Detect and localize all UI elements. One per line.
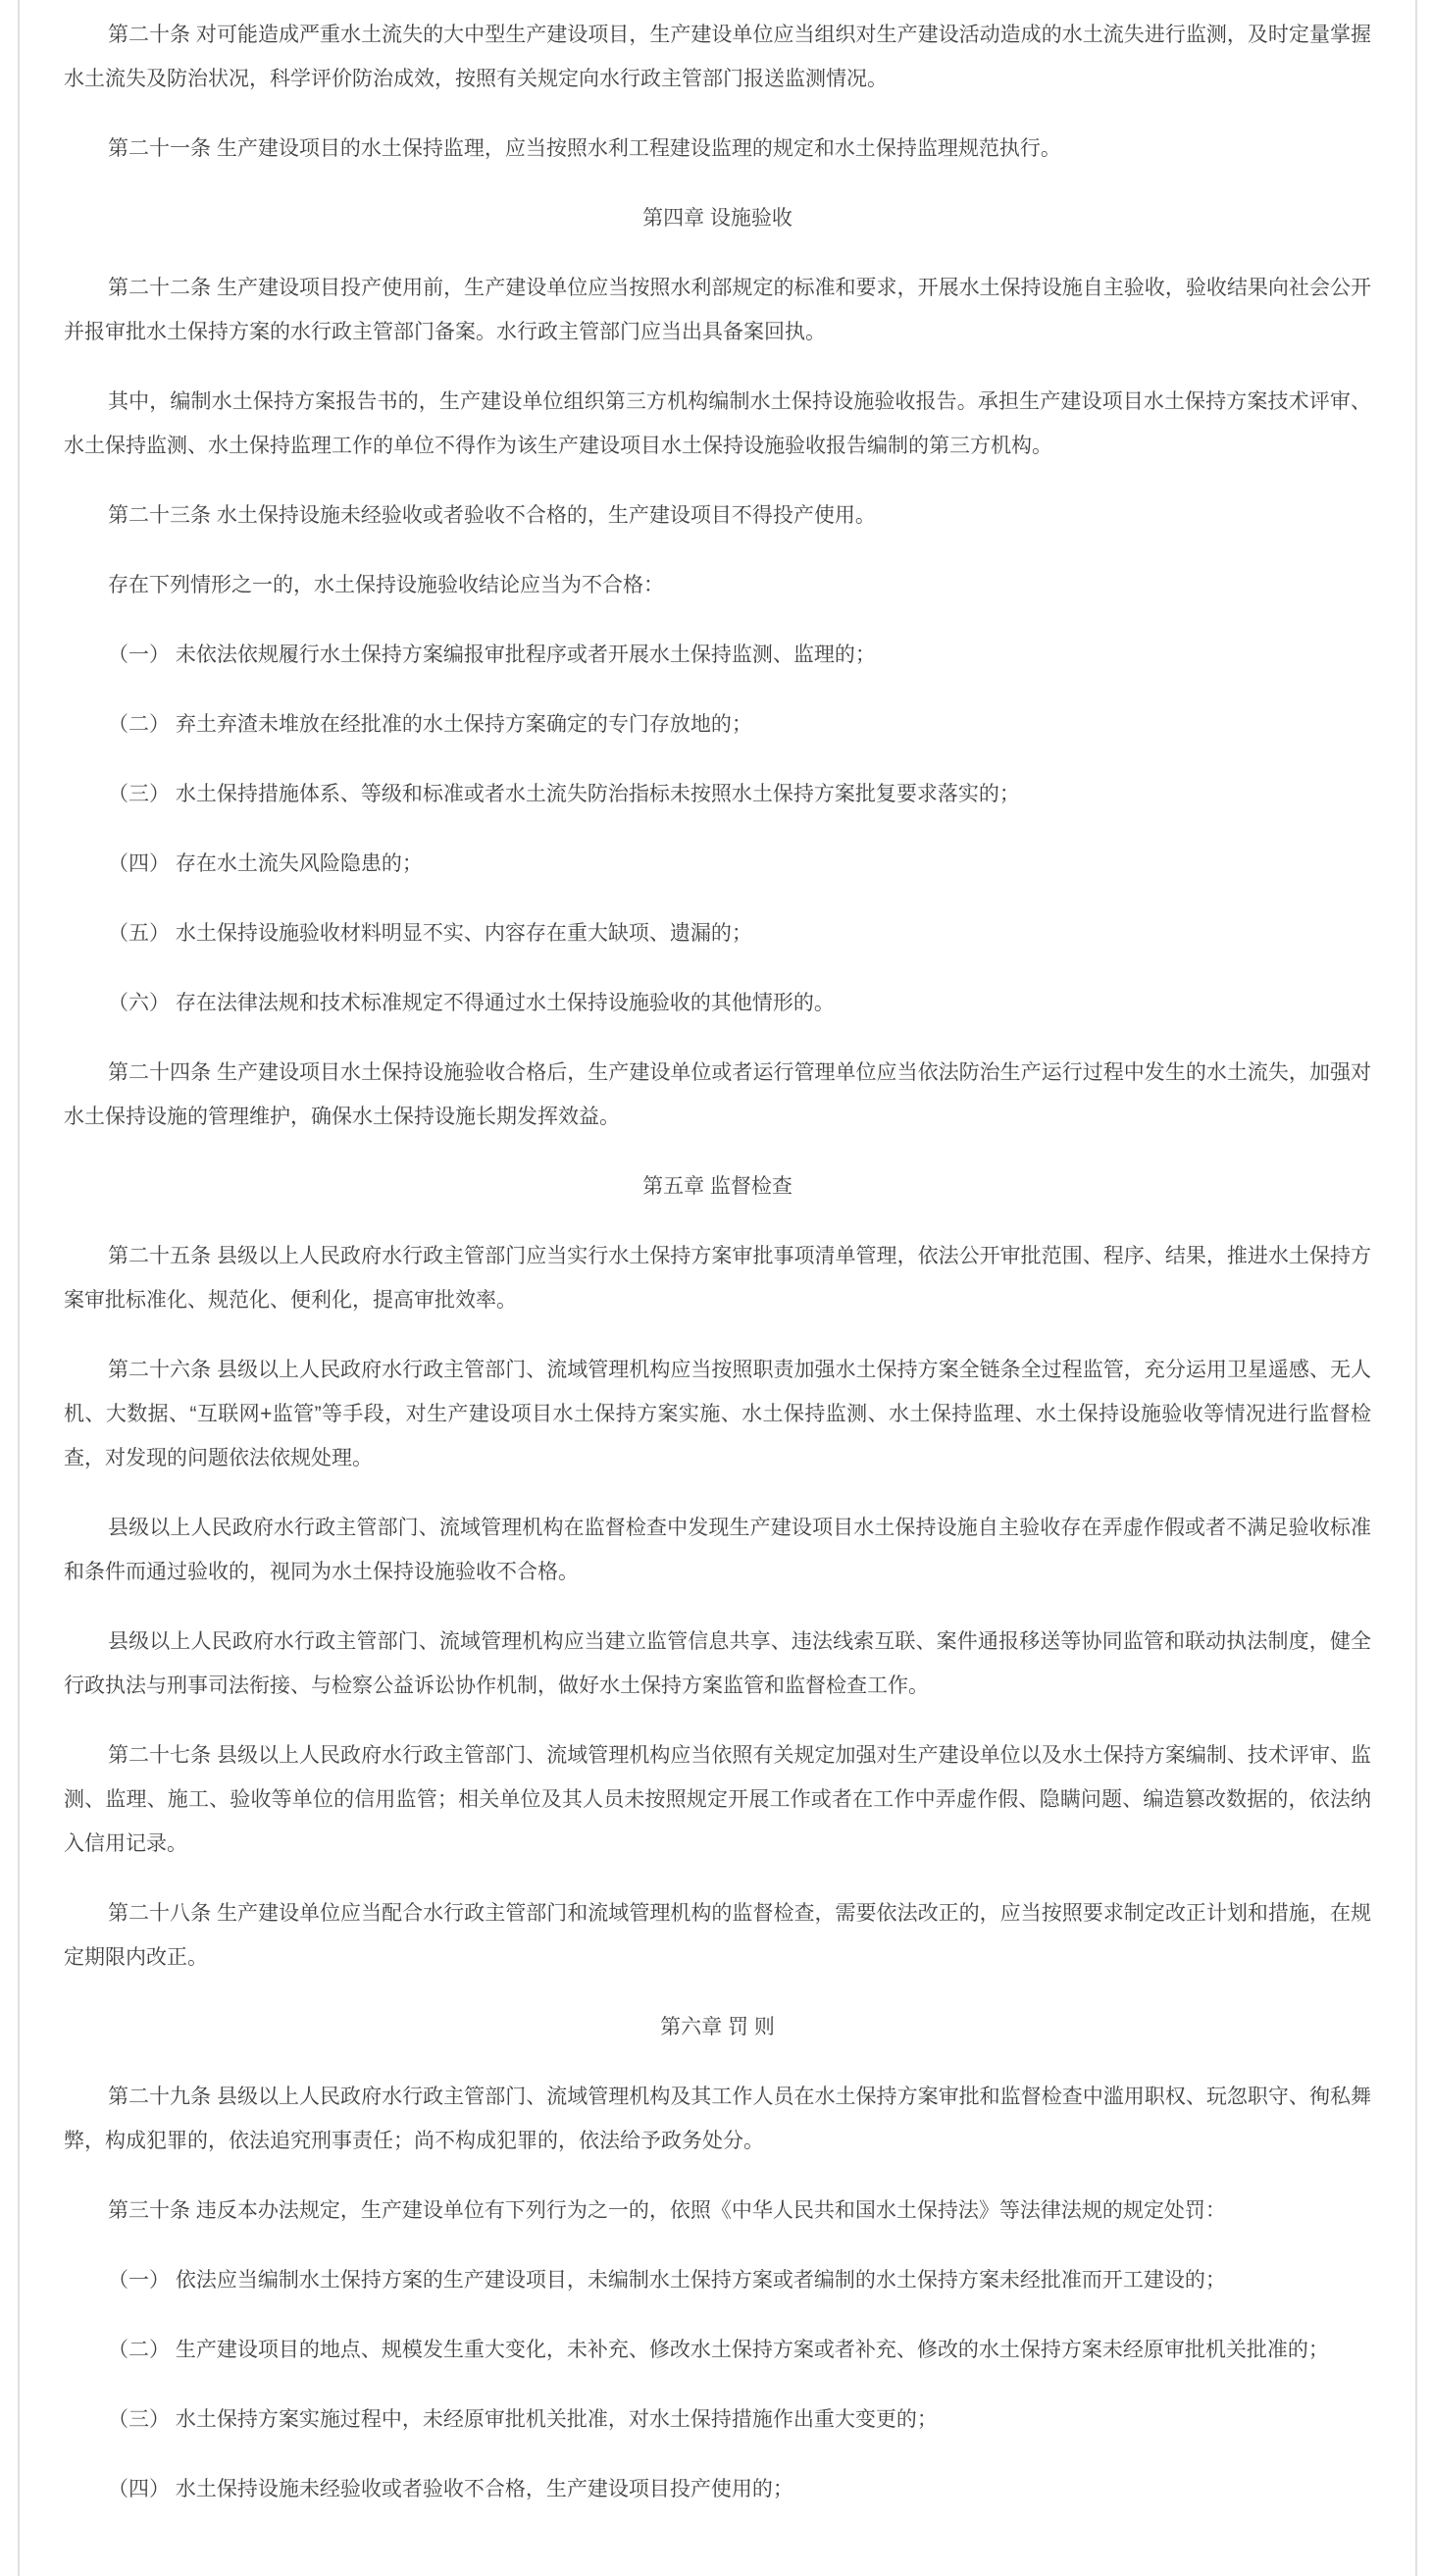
article-paragraph: （六） 存在法律法规和技术标准规定不得通过水土保持设施验收的其他情形的。 — [108, 992, 835, 1014]
article-paragraph: 第二十四条 生产建设项目水土保持设施验收合格后，生产建设单位或者运行管理单位应当依法防治生产运行过程中发生的水土流失，加强对水土保持设施的管理维护，确保水土保持设施长期发挥效益。 — [64, 1061, 1371, 1128]
article-paragraph: 第三十条 违反本办法规定，生产建设单位有下列行为之一的，依照《中华人民共和国水土保持法》等法律法规的规定处罚： — [108, 2199, 1226, 2222]
article-paragraph: 第二十一条 生产建设项目的水土保持监理，应当按照水利工程建设监理的规定和水土保持监理规范执行。 — [108, 137, 1061, 160]
article-paragraph: （五） 水土保持设施验收材料明显不实、内容存在重大缺项、遗漏的； — [108, 922, 752, 945]
article-paragraph: 第二十三条 水土保持设施未经验收或者验收不合格的，生产建设项目不得投产使用。 — [108, 504, 876, 527]
article-paragraph: （二） 弃土弃渣未堆放在经批准的水土保持方案确定的专门存放地的； — [108, 713, 752, 736]
article-paragraph: 其中，编制水土保持方案报告书的，生产建设单位组织第三方机构编制水土保持设施验收报告。承担生产建设项目水土保持方案技术评审、水土保持监测、水土保持监理工作的单位不得作为该生产建设项目水土保持设施验收报告编制的第三方机构。 — [64, 390, 1371, 457]
article-body — [64, 13, 1371, 2511]
chapter-heading: 第六章 罚 则 — [660, 2016, 775, 2038]
article-paragraph: 存在下列情形之一的，水土保持设施验收结论应当为不合格： — [108, 574, 664, 596]
article-paragraph: （一） 未依法依规履行水土保持方案编报审批程序或者开展水土保持监测、监理的； — [108, 644, 876, 666]
article-paragraph: 第二十八条 生产建设单位应当配合水行政主管部门和流域管理机构的监督检查，需要依法改正的，应当按照要求制定改正计划和措施，在规定期限内改正。 — [64, 1902, 1371, 1969]
article-paragraph: 县级以上人民政府水行政主管部门、流域管理机构在监督检查中发现生产建设项目水土保持设施自主验收存在弄虚作假或者不满足验收标准和条件而通过验收的，视同为水土保持设施验收不合格。 — [64, 1517, 1371, 1583]
article-paragraph: （一） 依法应当编制水土保持方案的生产建设项目，未编制水土保持方案或者编制的水土保持方案未经批准而开工建设的； — [108, 2269, 1226, 2292]
article-paragraph: 县级以上人民政府水行政主管部门、流域管理机构应当建立监管信息共享、违法线索互联、案件通报移送等协同监管和联动执法制度，健全行政执法与刑事司法衔接、与检察公益诉讼协作机制，做好水土保持方案监管和监督检查工作。 — [64, 1630, 1371, 1697]
article-paragraph: 第二十九条 县级以上人民政府水行政主管部门、流域管理机构及其工作人员在水土保持方案审批和监督检查中滥用职权、玩忽职守、徇私舞弊，构成犯罪的，依法追究刑事责任；尚不构成犯罪的，依法给予政务处分。 — [64, 2086, 1371, 2152]
article-paragraph: （三） 水土保持方案实施过程中，未经原审批机关批准，对水土保持措施作出重大变更的； — [108, 2408, 938, 2431]
article-paragraph: 第二十二条 生产建设项目投产使用前，生产建设单位应当按照水利部规定的标准和要求，开展水土保持设施自主验收，验收结果向社会公开并报审批水土保持方案的水行政主管部门备案。水行政主管部门应当出具备案回执。 — [64, 277, 1371, 343]
article-paragraph: 第二十五条 县级以上人民政府水行政主管部门应当实行水土保持方案审批事项清单管理，依法公开审批范围、程序、结果，推进水土保持方案审批标准化、规范化、便利化，提高审批效率。 — [64, 1245, 1371, 1312]
article-frame — [18, 0, 1417, 2576]
article-paragraph: （四） 存在水土流失风险隐患的； — [108, 852, 423, 875]
article-paragraph: 第二十七条 县级以上人民政府水行政主管部门、流域管理机构应当依照有关规定加强对生产建设单位以及水土保持方案编制、技术评审、监测、监理、施工、验收等单位的信用监管；相关单位及其人员未按照规定开展工作或者在工作中弄虚作假、隐瞒问题、编造篡改数据的，依法纳入信用记录。 — [64, 1744, 1371, 1855]
article-paragraph: （三） 水土保持措施体系、等级和标准或者水土流失防治指标未按照水土保持方案批复要求落实的； — [108, 783, 1020, 805]
chapter-heading: 第四章 设施验收 — [642, 207, 793, 230]
article-paragraph: （四） 水土保持设施未经验收或者验收不合格，生产建设项目投产使用的； — [108, 2478, 793, 2500]
article-paragraph: 第二十条 对可能造成严重水土流失的大中型生产建设项目，生产建设单位应当组织对生产建设活动造成的水土流失进行监测，及时定量掌握水土流失及防治状况，科学评价防治成效，按照有关规定向水行政主管部门报送监测情况。 — [64, 24, 1371, 90]
chapter-heading: 第五章 监督检查 — [642, 1175, 793, 1198]
article-paragraph: 第二十六条 县级以上人民政府水行政主管部门、流域管理机构应当按照职责加强水土保持方案全链条全过程监管，充分运用卫星遥感、无人机、大数据、“互联网+监管”等手段，对生产建设项目水土保持方案实施、水土保持监测、水土保持监理、水土保持设施验收等情况进行监督检查，对发现的问题依法依规处理。 — [64, 1359, 1371, 1469]
article-paragraph: （二） 生产建设项目的地点、规模发生重大变化，未补充、修改水土保持方案或者补充、修改的水土保持方案未经原审批机关批准的； — [108, 2339, 1329, 2361]
